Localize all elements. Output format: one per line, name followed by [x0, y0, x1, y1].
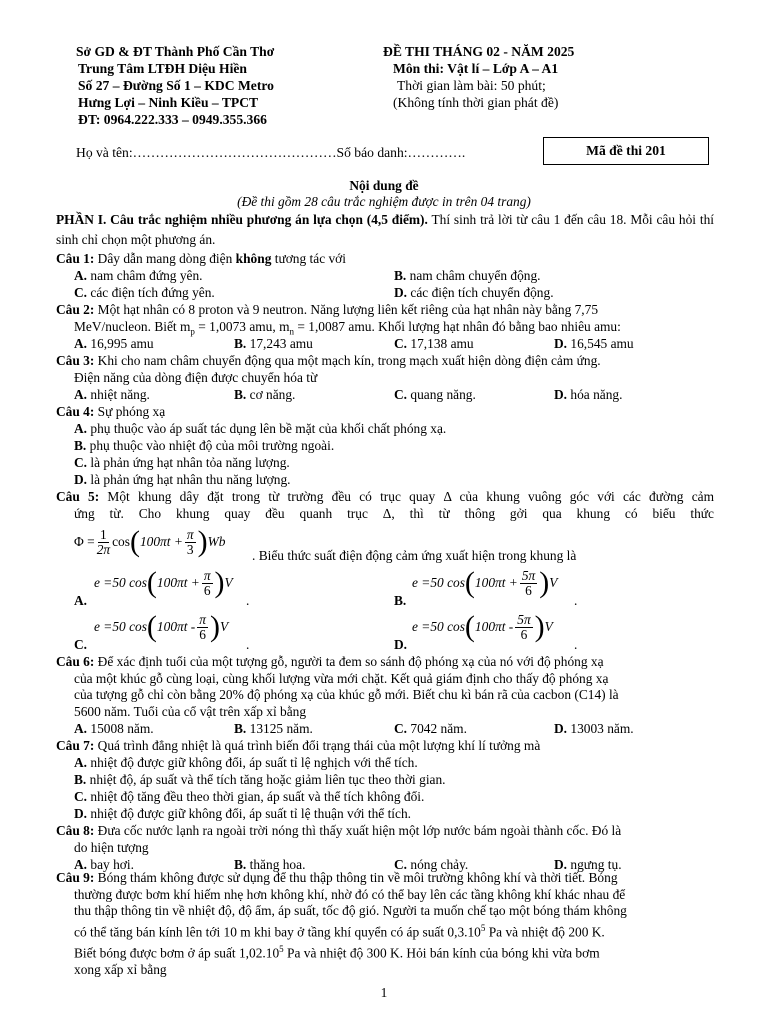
- formula-text: Wb: [207, 533, 226, 549]
- question-text: Dây dẫn mang dòng điện: [94, 251, 236, 266]
- question-2: [56, 302, 714, 340]
- option-a: [74, 566, 374, 608]
- part1-instruction: Thí sinh trả lời từ câu 1 đến câu 18. Mỗi câu hỏi thí sinh chỉ chọn một phương án.: [56, 212, 714, 247]
- fraction: [185, 528, 196, 557]
- option-b: [394, 268, 541, 285]
- option-d: [394, 285, 554, 302]
- exam-duration-note: (Không tính thời gian phát đề): [393, 95, 559, 110]
- question-text: do hiện tượng: [74, 839, 149, 855]
- option-text: các điện tích đứng yên.: [90, 285, 215, 300]
- paren-close: ): [539, 566, 550, 599]
- superscript: 5: [279, 943, 284, 954]
- student-info-line: Họ và tên:………………………………………Số báo danh:………….: [76, 145, 466, 160]
- option-letter: B.: [234, 721, 247, 736]
- option-text: ngưng tụ.: [570, 857, 622, 872]
- question-text: Sự phóng xạ: [94, 404, 166, 419]
- option-letter: C.: [74, 789, 88, 804]
- question-label: Câu 7:: [56, 738, 95, 753]
- option-letter: B.: [394, 593, 407, 608]
- question-text-emphasis: không: [235, 251, 272, 266]
- exam-code-box: Mã đề thi 201: [543, 137, 709, 165]
- option-letter: D.: [554, 387, 568, 402]
- school-info: [76, 43, 274, 128]
- fraction: [520, 569, 537, 598]
- denominator: 6: [199, 626, 206, 642]
- subscript: p: [190, 326, 195, 337]
- option-text: 17,243 amu: [249, 336, 313, 351]
- paren-close: ): [534, 610, 545, 643]
- paren-close: ): [214, 566, 225, 599]
- center-name: Trung Tâm LTĐH Diệu Hiền: [78, 61, 247, 76]
- phone-line: ĐT: 0964.222.333 – 0949.355.366: [78, 112, 267, 127]
- address-line-2: Hưng Lợi – Ninh Kiều – TPCT: [78, 95, 259, 110]
- numerator: 5π: [517, 611, 531, 627]
- option-a: [74, 721, 154, 738]
- question-4: [56, 404, 714, 421]
- question-label: Câu 5:: [56, 489, 100, 504]
- question-7: [56, 738, 714, 755]
- option-a: [74, 387, 150, 404]
- question-text: ứng từ. Cho khung quay đều quanh trục Δ, thì từ thông gởi qua khung có biểu thức: [74, 505, 714, 521]
- flux-formula: [74, 522, 225, 562]
- numerator: 5π: [521, 567, 536, 583]
- option-letter: D.: [554, 336, 568, 351]
- superscript: 5: [480, 922, 486, 933]
- question-text: Biết bóng được bơm ở áp suất 1,02.10: [74, 945, 280, 961]
- content-title: Nội dung đề: [349, 178, 419, 193]
- question-9: [56, 870, 714, 979]
- option-letter: A.: [74, 268, 88, 283]
- question-text: . Biểu thức suất điện động cảm ứng xuất hiện trong khung là: [252, 548, 577, 563]
- question-text: có thể tăng bán kính lên tới 10 m khi bay ở tầng khí quyển có áp suất 0,3.10: [74, 924, 481, 940]
- option-letter: D.: [74, 472, 88, 487]
- option-text: 15008 năm.: [90, 721, 154, 736]
- formula-text: 100πt -: [474, 618, 514, 634]
- option-letter: A.: [74, 336, 88, 351]
- formula-text: e =50 cos: [412, 574, 465, 590]
- paren-close: ): [209, 610, 220, 643]
- option-a: [74, 268, 203, 285]
- option-text: 16,995 amu: [90, 336, 154, 351]
- option-letter: A.: [74, 721, 88, 736]
- denominator: 6: [203, 582, 211, 598]
- question-text: Một khung dây đặt trong từ trường đều có trục quay Δ của khung vuông góc với các đường cảm: [99, 489, 714, 504]
- content-subtitle: (Đề thi gồm 28 câu trắc nghiệm được in trên 04 trang): [237, 194, 531, 209]
- option-d: [74, 472, 291, 489]
- question-6: [56, 654, 714, 720]
- option-letter: B.: [234, 387, 247, 402]
- question-label: Câu 1:: [56, 251, 95, 266]
- option-text: 16,545 amu: [570, 336, 634, 351]
- question-label: Câu 9:: [56, 870, 95, 885]
- formula-text: 100πt +: [474, 574, 518, 590]
- option-b: [74, 438, 334, 455]
- option-text: nóng chảy.: [410, 857, 469, 872]
- question-text: Bóng thám không được sử dụng để thu thập thông tin về môi trường không khí và thời tiết. Bóng: [94, 870, 618, 885]
- question-label: Câu 4:: [56, 404, 95, 419]
- option-letter: B.: [234, 336, 247, 351]
- question-label: Câu 8:: [56, 823, 95, 838]
- formula-text: 100πt +: [156, 574, 200, 590]
- option-letter: A.: [74, 755, 88, 770]
- option-letter: C.: [74, 285, 88, 300]
- option-letter: D.: [554, 721, 568, 736]
- question-text: Pa và nhiệt độ 200 K.: [485, 924, 605, 940]
- option-letter: D.: [394, 637, 408, 652]
- option-letter: B.: [74, 438, 87, 453]
- question-label: Câu 2:: [56, 302, 95, 317]
- formula-text: V: [219, 618, 229, 634]
- formula-text: cos: [112, 533, 130, 549]
- option-text: hóa năng.: [570, 387, 623, 402]
- question-text: = 1,0073 amu, m: [194, 318, 290, 334]
- question-text: Điện năng của dòng điện được chuyển hóa từ: [74, 369, 318, 385]
- option-letter: C.: [394, 721, 408, 736]
- question-text: = 1,0087 amu. Khối lượng hạt nhân đó bằng bao nhiêu amu:: [294, 318, 621, 334]
- formula-text: 100πt -: [156, 618, 196, 634]
- option-a: [74, 755, 418, 772]
- numerator: π: [203, 567, 211, 583]
- fraction: [197, 613, 208, 642]
- option-c: [74, 285, 215, 302]
- option-text: 13125 năm.: [249, 721, 313, 736]
- option-letter: C.: [394, 387, 408, 402]
- option-c: [74, 789, 424, 806]
- option-letter: C.: [394, 857, 408, 872]
- option-d: [394, 610, 714, 652]
- option-text: nhiệt độ được giữ không đổi, áp suất tỉ lệ nghịch với thể tích.: [90, 755, 418, 770]
- option-text: nam châm đứng yên.: [90, 268, 203, 283]
- paren-open: (: [464, 610, 475, 643]
- numerator: π: [199, 611, 206, 627]
- period: .: [246, 637, 250, 652]
- question-text: Khi cho nam châm chuyển động qua một mạch kín, trong mạch xuất hiện dòng điện cảm ứng.: [94, 353, 601, 368]
- option-text: bay hơi.: [90, 857, 134, 872]
- question-text: tương tác với: [271, 251, 346, 266]
- option-text: quang năng.: [410, 387, 476, 402]
- formula-text: V: [544, 618, 553, 634]
- question-text: Pa và nhiệt độ 300 K. Hỏi bán kính của bóng khi vừa bơm: [283, 945, 600, 961]
- option-b: [74, 772, 446, 789]
- option-d: [554, 336, 634, 353]
- formula-text: V: [224, 574, 233, 590]
- option-c: [394, 387, 476, 404]
- option-letter: A.: [74, 593, 88, 608]
- denominator: 6: [525, 582, 532, 598]
- option-letter: A.: [74, 421, 88, 436]
- formula-text: V: [549, 574, 558, 590]
- option-a: [74, 421, 446, 438]
- option-letter: D.: [394, 285, 408, 300]
- page-number: 1: [380, 985, 388, 1000]
- option-text: các điện tích chuyển động.: [410, 285, 554, 300]
- part1-heading: [56, 210, 714, 250]
- question-text: của một khúc gỗ cùng loại, cùng khối lượng vừa mới chặt. Kết quả giám định cho thấy độ phóng xạ: [74, 670, 609, 686]
- question-text: 5600 năm. Tuổi của cổ vật trên xấp xỉ bằng: [74, 703, 307, 719]
- option-letter: B.: [394, 268, 407, 283]
- formula-text: e =50 cos: [94, 574, 147, 590]
- option-c: [394, 721, 467, 738]
- option-text: là phản ứng hạt nhân tỏa năng lượng.: [90, 455, 290, 470]
- option-c: [394, 336, 474, 353]
- formula-text: Φ =: [74, 533, 95, 549]
- paren-open: (: [129, 525, 140, 558]
- paren-close: ): [197, 525, 208, 558]
- option-letter: C.: [394, 336, 408, 351]
- option-text: 17,138 amu: [410, 336, 474, 351]
- formula-text: e =50 cos: [94, 618, 147, 634]
- period: .: [246, 593, 250, 608]
- option-letter: A.: [74, 387, 88, 402]
- option-b: [234, 387, 295, 404]
- option-letter: B.: [234, 857, 247, 872]
- option-d: [554, 387, 622, 404]
- option-text: cơ năng.: [249, 387, 296, 402]
- fraction: [202, 569, 213, 598]
- period: .: [574, 637, 578, 652]
- exam-info: [383, 43, 574, 111]
- option-text: nam châm chuyển động.: [409, 268, 541, 283]
- numerator: 1: [100, 526, 107, 542]
- question-text: Một hạt nhân có 8 proton và 9 neutron. Năng lượng liên kết riêng của hạt nhân này bằng 7,75: [94, 302, 599, 317]
- option-letter: C.: [74, 637, 88, 652]
- numerator: π: [186, 526, 194, 542]
- option-letter: B.: [74, 772, 87, 787]
- formula-text: e =50 cos: [412, 618, 465, 634]
- option-c: [74, 610, 374, 652]
- option-text: nhiệt độ tăng đều theo thời gian, áp suất và thể tích không đổi.: [90, 789, 425, 804]
- question-label: Câu 6:: [56, 654, 95, 669]
- exam-duration: Thời gian làm bài: 50 phút;: [397, 78, 546, 93]
- subscript: n: [289, 326, 294, 337]
- question-label: Câu 3:: [56, 353, 95, 368]
- question-text: MeV/nucleon. Biết m: [74, 318, 191, 334]
- option-text: thăng hoa.: [249, 857, 306, 872]
- paren-open: (: [464, 566, 475, 599]
- denominator: 6: [520, 626, 528, 642]
- option-text: là phản ứng hạt nhân thu năng lượng.: [90, 472, 291, 487]
- option-text: nhiệt độ, áp suất và thể tích tăng hoặc giảm liên tục theo thời gian.: [89, 772, 446, 787]
- paren-open: (: [146, 610, 157, 643]
- option-letter: D.: [554, 857, 568, 872]
- fraction: [97, 528, 110, 557]
- question-text: Đưa cốc nước lạnh ra ngoài trời nóng thì thấy xuất hiện một lớp nước bám ngoài thành cốc. Đó là: [94, 823, 622, 838]
- option-text: phụ thuộc vào áp suất tác dụng lên bề mặt của khối chất phóng xạ.: [90, 421, 447, 436]
- option-letter: A.: [74, 857, 88, 872]
- option-text: 13003 năm.: [570, 721, 634, 736]
- question-text: Quá trình đẳng nhiệt là quá trình biến đổi trạng thái của một lượng khí lí tưởng mà: [94, 738, 541, 753]
- question-3: [56, 353, 714, 386]
- question-8: [56, 823, 714, 856]
- option-text: 7042 năm.: [410, 721, 467, 736]
- option-text: phụ thuộc vào nhiệt độ của môi trường ngoài.: [89, 438, 335, 453]
- question-text: thu thập thông tin về nhiệt độ, độ ẩm, áp suất, tốc độ gió. Người ta muốn chế tạo một bóng thám không: [74, 903, 627, 919]
- option-d: [74, 806, 411, 823]
- question-text: của tượng gỗ chỉ còn bằng 20% độ phóng xạ của khúc gỗ mới. Biết chu kì bán rã của cacbon (C14) là: [74, 687, 619, 703]
- exam-title: ĐỀ THI THÁNG 02 - NĂM 2025: [383, 44, 575, 59]
- option-text: nhiệt độ được giữ không đổi, áp suất tỉ lệ thuận với thể tích.: [90, 806, 412, 821]
- option-a: [74, 336, 154, 353]
- exam-subject: Môn thi: Vật lí – Lớp A – A1: [393, 61, 559, 76]
- option-text: nhiệt năng.: [90, 387, 150, 402]
- question-1: [56, 251, 714, 268]
- denominator: 2π: [96, 541, 111, 557]
- part1-title: PHẦN I. Câu trắc nghiệm nhiều phương án lựa chọn (4,5 điểm).: [56, 212, 428, 227]
- address-line-1: Số 27 – Đường Số 1 – KDC Metro: [78, 78, 274, 93]
- option-letter: D.: [74, 806, 88, 821]
- question-text: thường được bơm khí hiếm nhẹ hơn không khí, nhờ đó có thể bay lên các tầng không khí khác nhau để: [74, 886, 626, 902]
- fraction: [515, 613, 532, 642]
- option-letter: C.: [74, 455, 88, 470]
- option-c: [74, 455, 290, 472]
- option-b: [234, 721, 313, 738]
- option-b: [234, 336, 313, 353]
- option-d: [554, 721, 634, 738]
- dept-name: Sở GD & ĐT Thành Phố Cần Thơ: [76, 44, 275, 59]
- period: .: [574, 593, 578, 608]
- formula-text: 100πt +: [139, 533, 183, 549]
- paren-open: (: [146, 566, 157, 599]
- denominator: 3: [186, 541, 194, 557]
- question-text: Để xác định tuổi của một tượng gỗ, người ta đem so sánh độ phóng xạ của nó với độ phóng xạ: [94, 654, 604, 669]
- option-b: [394, 566, 714, 608]
- question-text: xong xấp xỉ bằng: [74, 961, 167, 977]
- question-5: [56, 489, 714, 522]
